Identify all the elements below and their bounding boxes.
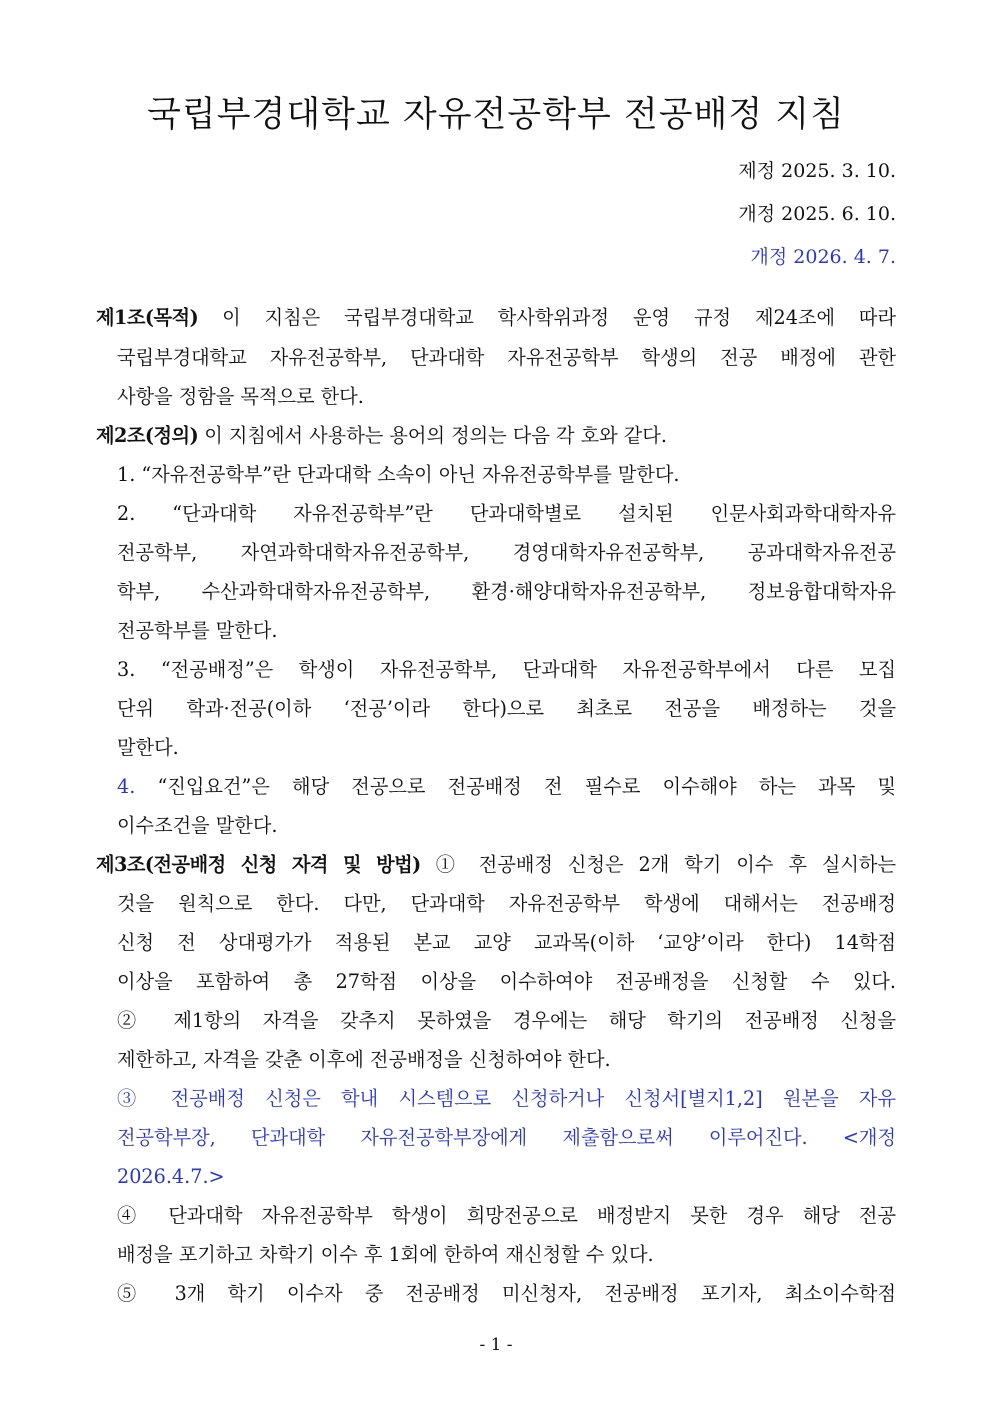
article-2-item-3-line-3: 말한다. bbox=[117, 736, 179, 759]
article-3-para-2-line-1: ② 제1항의 자격을 갖추지 못하였을 경우에는 해당 학기의 전공배정 신청을 bbox=[117, 1009, 896, 1032]
article-3-para-1-line-4: 이상을 포함하여 총 27학점 이상을 이수하여야 전공배정을 신청할 수 있다. bbox=[117, 970, 896, 993]
article-2-intro: 이 지침에서 사용하는 용어의 정의는 다음 각 호와 같다. bbox=[204, 424, 667, 447]
article-2-item-4-number: 4. bbox=[117, 775, 136, 798]
article-2-item-3-line-1: 3. “전공배정”은 학생이 자유전공학부, 단과대학 자유전공학부에서 다른 모집 bbox=[117, 658, 896, 681]
article-2-item-2-line-4: 전공학부를 말한다. bbox=[117, 619, 278, 642]
article-3-line-1 bbox=[96, 850, 896, 880]
article-3-para-3-line-3: 2026.4.7.> bbox=[117, 1165, 225, 1188]
article-3-para-1-line-3: 신청 전 상대평가가 적용된 본교 교양 교과목(이하 ‘교양’이라 한다) 14학점 bbox=[117, 931, 896, 954]
article-2-line-1 bbox=[96, 421, 896, 451]
article-2-item-3-line-2: 단위 학과·전공(이하 ‘전공’이라 한다)으로 최초로 전공을 배정하는 것을 bbox=[117, 697, 896, 720]
article-2-item-2-line-2: 전공학부, 자연과학대학자유전공학부, 경영대학자유전공학부, 공과대학자유전공 bbox=[117, 541, 896, 564]
article-3-para-1-text: ① 전공배정 신청은 2개 학기 이수 후 실시하는 bbox=[435, 853, 897, 876]
article-1-text-1: 이 지침은 국립부경대학교 학사학위과정 운영 규정 제24조에 따라 bbox=[222, 306, 896, 329]
article-3-para-5-line-1: ⑤ 3개 학기 이수자 중 전공배정 미신청자, 전공배정 포기자, 최소이수학점 bbox=[117, 1282, 896, 1305]
amendment-date-2: 개정 2026. 4. 7. bbox=[750, 246, 896, 268]
page-number: - 1 - bbox=[479, 1335, 513, 1355]
enactment-date: 제정 2025. 3. 10. bbox=[738, 160, 896, 182]
article-2-item-4-line-1 bbox=[117, 772, 896, 802]
article-3-para-2-line-2: 제한하고, 자격을 갖춘 이후에 전공배정을 신청하여야 한다. bbox=[117, 1048, 611, 1071]
article-1-line-3: 사항을 정함을 목적으로 한다. bbox=[117, 385, 364, 408]
article-2-item-4-text: “진입요건”은 해당 전공으로 전공배정 전 필수로 이수해야 하는 과목 및 bbox=[157, 775, 896, 798]
article-3-para-4-line-2: 배정을 포기하고 차학기 이수 후 1회에 한하여 재신청할 수 있다. bbox=[117, 1243, 654, 1266]
article-3-para-4-line-1: ④ 단과대학 자유전공학부 학생이 희망전공으로 배정받지 못한 경우 해당 전공 bbox=[117, 1204, 896, 1227]
article-2-item-1: 1. “자유전공학부”란 단과대학 소속이 아닌 자유전공학부를 말한다. bbox=[117, 463, 680, 486]
amendment-date-1: 개정 2025. 6. 10. bbox=[738, 203, 896, 225]
article-2-item-4-line-2: 이수조건을 말한다. bbox=[117, 814, 278, 837]
article-2-item-2-line-3: 학부, 수산과학대학자유전공학부, 환경·해양대학자유전공학부, 정보융합대학자유 bbox=[117, 580, 896, 603]
document-title: 국립부경대학교 자유전공학부 전공배정 지침 bbox=[147, 95, 845, 135]
article-1-line-1 bbox=[96, 303, 896, 333]
article-1-line-2: 국립부경대학교 자유전공학부, 단과대학 자유전공학부 학생의 전공 배정에 관한 bbox=[117, 346, 896, 369]
article-1-heading: 제1조(목적) bbox=[96, 306, 199, 329]
article-3-para-3-line-2: 전공학부장, 단과대학 자유전공학부장에게 제출함으로써 이루어진다. <개정 bbox=[117, 1126, 896, 1149]
article-3-para-3-line-1: ③ 전공배정 신청은 학내 시스템으로 신청하거나 신청서[별지1,2] 원본을 자유 bbox=[117, 1087, 896, 1110]
article-3-para-1-line-2: 것을 원칙으로 한다. 다만, 단과대학 자유전공학부 학생에 대해서는 전공배정 bbox=[117, 892, 896, 915]
article-2-item-2-line-1: 2. “단과대학 자유전공학부”란 단과대학별로 설치된 인문사회과학대학자유 bbox=[117, 502, 896, 525]
article-2-heading: 제2조(정의) bbox=[96, 424, 199, 447]
article-3-heading: 제3조(전공배정 신청 자격 및 방법) bbox=[96, 853, 421, 876]
